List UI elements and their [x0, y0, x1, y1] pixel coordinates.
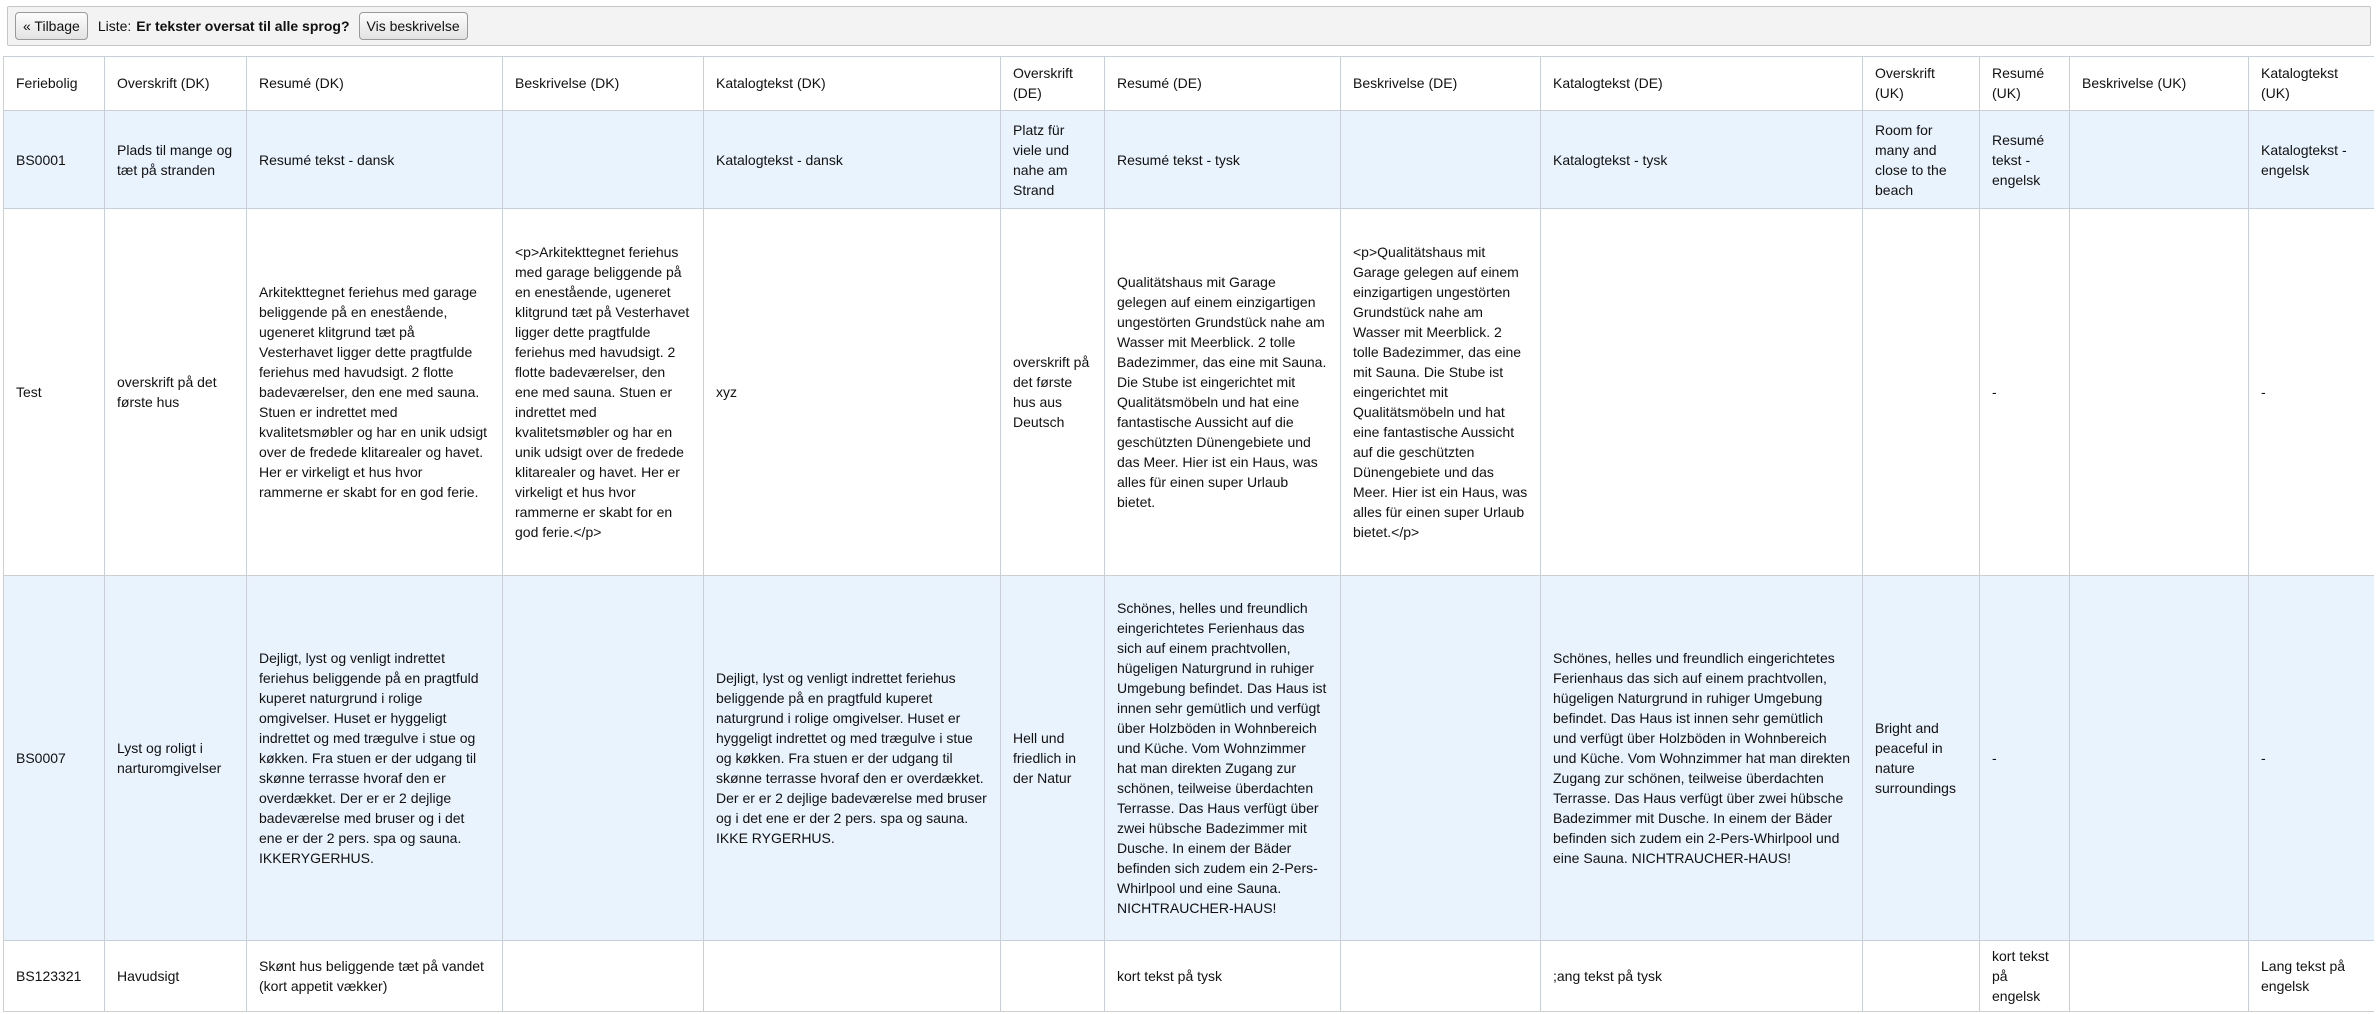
- table-cell: BS123321: [4, 941, 105, 1012]
- table-cell: <p>Arkitekttegnet feriehus med garage beliggende på en enestående, ugeneret klitgrund tæt på Vesterhavet ligger dette pragtfulde feriehus med havudsigt. 2 flotte badeværelser, den ene med sauna. Stuen er indrettet med kvalitetsmøbler og har en unik udsigt over de fredede klitarealer og havet. Her er virkeligt et hus hvor rammerne er skabt for en god ferie.</p>: [503, 209, 704, 576]
- table-cell: [1341, 576, 1541, 941]
- show-description-button[interactable]: Vis beskrivelse: [359, 12, 468, 40]
- table-cell: Test: [4, 209, 105, 576]
- list-title: Er tekster oversat til alle sprog?: [136, 18, 350, 34]
- table-cell: kort tekst på tysk: [1105, 941, 1341, 1012]
- table-cell: Lyst og roligt i narturomgivelser: [105, 576, 247, 941]
- table-cell: Resumé tekst - engelsk: [1980, 111, 2070, 209]
- column-header-katalogtekst-uk: Katalogtekst (UK): [2249, 57, 2375, 111]
- table-cell: Schönes, helles und freundlich eingerichtetes Ferienhaus das sich auf einem prachtvollen, hügeligen Naturgrund in ruhiger Umgebung befindet. Das Haus ist innen sehr gemütlich und verfügt über Holzböden in Wohnbereich und Küche. Vom Wohnzimmer hat man direkten Zugang zur schönen, teilweise überdachten Terrasse. Das Haus verfügt über zwei hübsche Badezimmer mit Dusche. In einem der Bäder befinden sich zudem ein 2-Pers-Whirlpool und eine Sauna. NICHTRAUCHER-HAUS!: [1105, 576, 1341, 941]
- column-header-overskrift-de: Overskrift (DE): [1001, 57, 1105, 111]
- column-header-resume-dk: Resumé (DK): [247, 57, 503, 111]
- table-cell: -: [1980, 209, 2070, 576]
- table-row: [4, 111, 2375, 209]
- list-prefix-label: Liste:: [97, 18, 132, 34]
- column-header-katalogtekst-de: Katalogtekst (DE): [1541, 57, 1863, 111]
- table-cell: Katalogtekst - tysk: [1541, 111, 1863, 209]
- translations-table-container: [3, 56, 2374, 1014]
- table-cell: Plads til mange og tæt på stranden: [105, 111, 247, 209]
- column-header-overskrift-dk: Overskrift (DK): [105, 57, 247, 111]
- table-cell: [1341, 941, 1541, 1012]
- toolbar: [7, 6, 2371, 46]
- table-cell: Arkitekttegnet feriehus med garage beliggende på en enestående, ugeneret klitgrund tæt på Vesterhavet ligger dette pragtfulde feriehus med havudsigt. 2 flotte badeværelser, den ene med sauna. Stuen er indrettet med kvalitetsmøbler og har en unik udsigt over de fredede klitarealer og havet. Her er virkeligt et hus hvor rammerne er skabt for en god ferie.: [247, 209, 503, 576]
- table-cell: Schönes, helles und freundlich eingerichtetes Ferienhaus das sich auf einem prachtvollen, hügeligen Naturgrund in ruhiger Umgebung befindet. Das Haus ist innen sehr gemütlich und verfügt über Holzböden in Wohnbereich und Küche. Vom Wohnzimmer hat man direkten Zugang zur schönen, teilweise überdachten Terrasse. Das Haus verfügt über zwei hübsche Badezimmer mit Dusche. In einem der Bäder befinden sich zudem ein 2-Pers-Whirlpool und eine Sauna. NICHTRAUCHER-HAUS!: [1541, 576, 1863, 941]
- table-cell: Qualitätshaus mit Garage gelegen auf einem einzigartigen ungestörten Grundstück nahe am Wasser mit Meerblick. 2 tolle Badezimmer, das eine mit Sauna. Die Stube ist eingerichtet mit Qualitätsmöbeln und hat eine fantastische Aussicht auf die geschützten Dünengebiete und das Meer. Hier ist ein Haus, was alles für einen super Urlaub bietet.: [1105, 209, 1341, 576]
- table-cell: Bright and peaceful in nature surroundings: [1863, 576, 1980, 941]
- table-cell: Skønt hus beliggende tæt på vandet (kort appetit vækker): [247, 941, 503, 1012]
- table-cell: BS0007: [4, 576, 105, 941]
- table-cell: Katalogtekst - engelsk: [2249, 111, 2375, 209]
- translations-table: [3, 56, 2374, 1012]
- table-cell: [1863, 941, 1980, 1012]
- column-header-resume-de: Resumé (DE): [1105, 57, 1341, 111]
- column-header-overskrift-uk: Overskrift (UK): [1863, 57, 1980, 111]
- table-cell: BS0001: [4, 111, 105, 209]
- table-cell: Platz für viele und nahe am Strand: [1001, 111, 1105, 209]
- table-row: [4, 576, 2375, 941]
- table-cell: [2070, 576, 2249, 941]
- table-cell: [1863, 209, 1980, 576]
- column-header-beskrivelse-de: Beskrivelse (DE): [1341, 57, 1541, 111]
- table-cell: [503, 941, 704, 1012]
- column-header-feriebolig: Feriebolig: [4, 57, 105, 111]
- table-cell: Lang tekst på engelsk: [2249, 941, 2375, 1012]
- table-cell: [2070, 941, 2249, 1012]
- table-cell: [1001, 941, 1105, 1012]
- table-cell: [1541, 209, 1863, 576]
- table-cell: -: [2249, 576, 2375, 941]
- table-cell: Hell und friedlich in der Natur: [1001, 576, 1105, 941]
- table-cell: xyz: [704, 209, 1001, 576]
- table-cell: Dejligt, lyst og venligt indrettet feriehus beliggende på en pragtfuld kuperet naturgrund i rolige omgivelser. Huset er hyggeligt indrettet og med trægulve i stue og køkken. Fra stuen er der udgang til skønne terrasse hvoraf den er overdækket. Der er er 2 dejlige badeværelse med bruser og i det ene er der 2 pers. spa og sauna. IKKERYGERHUS.: [247, 576, 503, 941]
- table-cell: -: [2249, 209, 2375, 576]
- table-cell: overskrift på det første hus aus Deutsch: [1001, 209, 1105, 576]
- table-cell: ;ang tekst på tysk: [1541, 941, 1863, 1012]
- table-cell: [503, 576, 704, 941]
- table-cell: Katalogtekst - dansk: [704, 111, 1001, 209]
- column-header-beskrivelse-dk: Beskrivelse (DK): [503, 57, 704, 111]
- table-cell: Dejligt, lyst og venligt indrettet feriehus beliggende på en pragtfuld kuperet naturgrund i rolige omgivelser. Huset er hyggeligt indrettet og med trægulve i stue og køkken. Fra stuen er der udgang til skønne terrasse hvoraf den er overdækket. Der er er 2 dejlige badeværelse med bruser og i det ene er der 2 pers. spa og sauna. IKKE RYGERHUS.: [704, 576, 1001, 941]
- column-header-beskrivelse-uk: Beskrivelse (UK): [2070, 57, 2249, 111]
- table-cell: [2070, 209, 2249, 576]
- table-cell: [503, 111, 704, 209]
- table-cell: Resumé tekst - dansk: [247, 111, 503, 209]
- table-cell: overskrift på det første hus: [105, 209, 247, 576]
- table-cell: -: [1980, 576, 2070, 941]
- table-cell: Resumé tekst - tysk: [1105, 111, 1341, 209]
- table-cell: <p>Qualitätshaus mit Garage gelegen auf einem einzigartigen ungestörten Grundstück nahe am Wasser mit Meerblick. 2 tolle Badezimmer, das eine mit Sauna. Die Stube ist eingerichtet mit Qualitätsmöbeln und hat eine fantastische Aussicht auf die geschützten Dünengebiete und das Meer. Hier ist ein Haus, was alles für einen super Urlaub bietet.</p>: [1341, 209, 1541, 576]
- table-cell: Havudsigt: [105, 941, 247, 1012]
- table-cell: [2070, 111, 2249, 209]
- column-header-resume-uk: Resumé (UK): [1980, 57, 2070, 111]
- table-cell: Room for many and close to the beach: [1863, 111, 1980, 209]
- table-row: [4, 209, 2375, 576]
- table-cell: [704, 941, 1001, 1012]
- table-header-row: [4, 57, 2375, 111]
- table-row: [4, 941, 2375, 1012]
- table-cell: kort tekst på engelsk: [1980, 941, 2070, 1012]
- column-header-katalogtekst-dk: Katalogtekst (DK): [704, 57, 1001, 111]
- back-button[interactable]: « Tilbage: [15, 12, 88, 40]
- table-cell: [1341, 111, 1541, 209]
